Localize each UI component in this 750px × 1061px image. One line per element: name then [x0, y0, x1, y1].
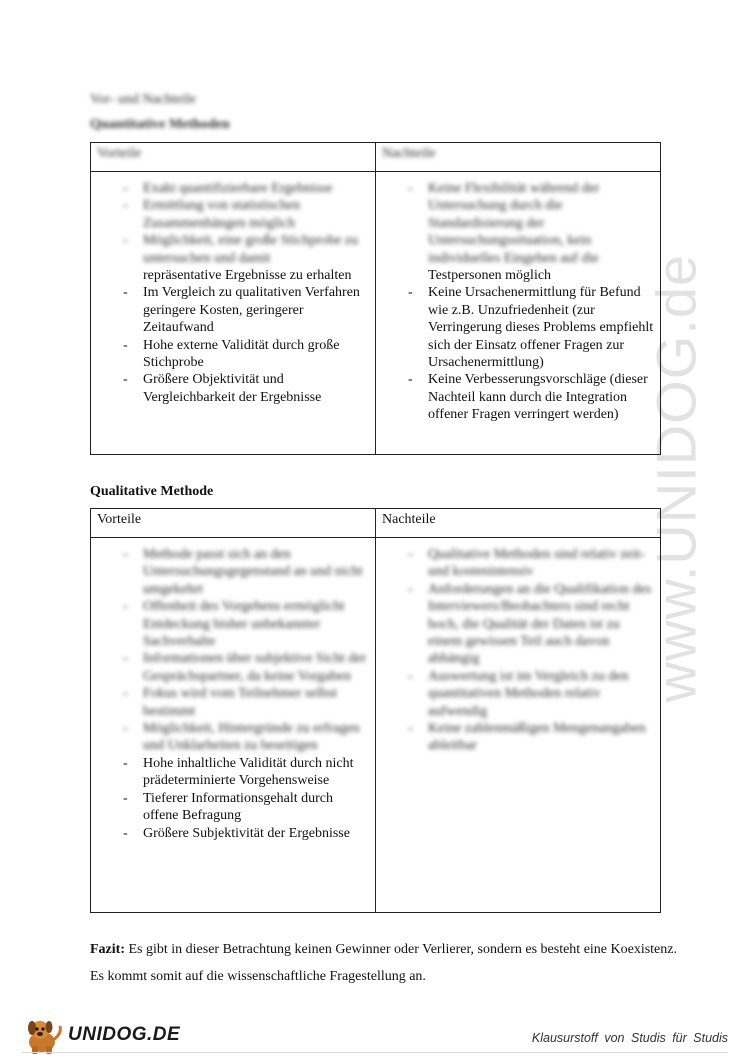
list-item-continuation: repräsentative Ergebnisse zu erhalten	[143, 268, 352, 284]
list-item: - Hohe externe Validität durch große Stichprobe	[97, 337, 369, 372]
nachteile-blurred-list	[382, 180, 654, 267]
list-item: - Möglichkeit, eine große Stichprobe zu untersuchen und damit	[97, 232, 369, 267]
document-heading: Vor- und Nachteile	[90, 92, 196, 107]
nachteile-visible-list	[382, 267, 654, 424]
list-item: - Anforderungen an die Qualifikation des Interviewers/Beobachters sind recht hoch, die Qualität der Daten ist zu einem gewissen Teil auch davon abhängig	[382, 581, 654, 668]
vorteile-visible-list	[97, 755, 369, 842]
list-item: - Keine Flexibilität während der Untersuchung durch die Standardisierung der Untersuchungssituation, kein individuelles Eingehen auf die	[382, 180, 654, 267]
list-item: - Ermittlung von statistischen Zusammenhängen möglich	[97, 197, 369, 232]
fazit-label: Fazit:	[90, 942, 125, 957]
col-header-nachteile: Nachteile	[376, 143, 661, 172]
vorteile-cell	[91, 172, 376, 455]
list-item: - Fokus wird vom Teilnehmer selbst bestimmt	[97, 685, 369, 720]
fazit-paragraph	[90, 936, 680, 990]
list-item: - Größere Objektivität und Vergleichbarkeit der Ergebnisse	[97, 371, 369, 406]
list-item: - Methode passt sich an den Untersuchungsgegenstand an und nicht umgekehrt	[97, 546, 369, 598]
list-item: - Keine zahlenmäßigen Mengenangaben ableitbar	[382, 720, 654, 755]
quantitative-table	[90, 142, 661, 455]
list-item: - Exakt quantifizierbare Ergebnisse	[97, 180, 369, 197]
watermark: www.UNIDOG.de	[644, 253, 708, 703]
logo-text: UNIDOG.DE	[68, 1024, 181, 1045]
list-item: - Möglichkeit, Hintergründe zu erfragen und Unklarheiten zu beseitigen	[97, 720, 369, 755]
footer-slogan: Klausurstoff von Studis für Studis	[531, 1031, 728, 1045]
vorteile-blurred-list	[97, 546, 369, 755]
nachteile-cell	[376, 172, 661, 455]
list-item: - Keine Ursachenermittlung für Befund wie z.B. Unzufriedenheit (zur Verringerung dieses Problems empfiehlt sich der Einsatz offener Fragen zur Ursachenermittlung)	[382, 284, 654, 371]
section-title-quantitative: Quantitative Methoden	[90, 117, 230, 132]
nachteile-blurred-list	[382, 546, 654, 755]
section-title-qualitative: Qualitative Methode	[90, 484, 214, 499]
col-header-nachteile: Nachteile	[376, 509, 661, 538]
list-item: - Qualitative Methoden sind relativ zeit- und kostenintensiv	[382, 546, 654, 581]
unidog-logo[interactable]	[22, 1016, 202, 1056]
vorteile-blurred-list	[97, 180, 369, 267]
footer-divider	[22, 1052, 728, 1053]
qualitative-table	[90, 508, 661, 913]
list-item: - Im Vergleich zu qualitativen Verfahren geringere Kosten, geringerer Zeitaufwand	[97, 284, 369, 336]
list-item: - Hohe inhaltliche Validität durch nicht prädeterminierte Vorgehensweise	[97, 755, 369, 790]
list-item: - Informationen über subjektive Sicht der Gesprächspartner, da keine Vorgaben	[97, 650, 369, 685]
col-header-vorteile: Vorteile	[91, 509, 376, 538]
dog-mascot-icon	[22, 1016, 66, 1056]
list-item-continuation: Testpersonen möglich	[428, 268, 552, 284]
nachteile-cell	[376, 538, 661, 913]
vorteile-visible-list	[97, 267, 369, 406]
list-item: - Keine Verbesserungsvorschläge (dieser Nachteil kann durch die Integration offener Fragen verringert werden)	[382, 371, 654, 423]
list-item: - Größere Subjektivität der Ergebnisse	[97, 825, 369, 842]
fazit-text: Es gibt in dieser Betrachtung keinen Gewinner oder Verlierer, sondern es besteht eine Koexistenz. Es kommt somit auf die wissenschaftliche Fragestellung an.	[90, 942, 677, 984]
col-header-vorteile: Vorteile	[91, 143, 376, 172]
list-item: - Tieferer Informationsgehalt durch offene Befragung	[97, 790, 369, 825]
list-item: - Auswertung ist im Vergleich zu den quantitativen Methoden relativ aufwendig	[382, 668, 654, 720]
list-item: - Offenheit des Vorgehens ermöglicht Entdeckung bisher unbekannter Sachverhalte	[97, 598, 369, 650]
vorteile-cell	[91, 538, 376, 913]
